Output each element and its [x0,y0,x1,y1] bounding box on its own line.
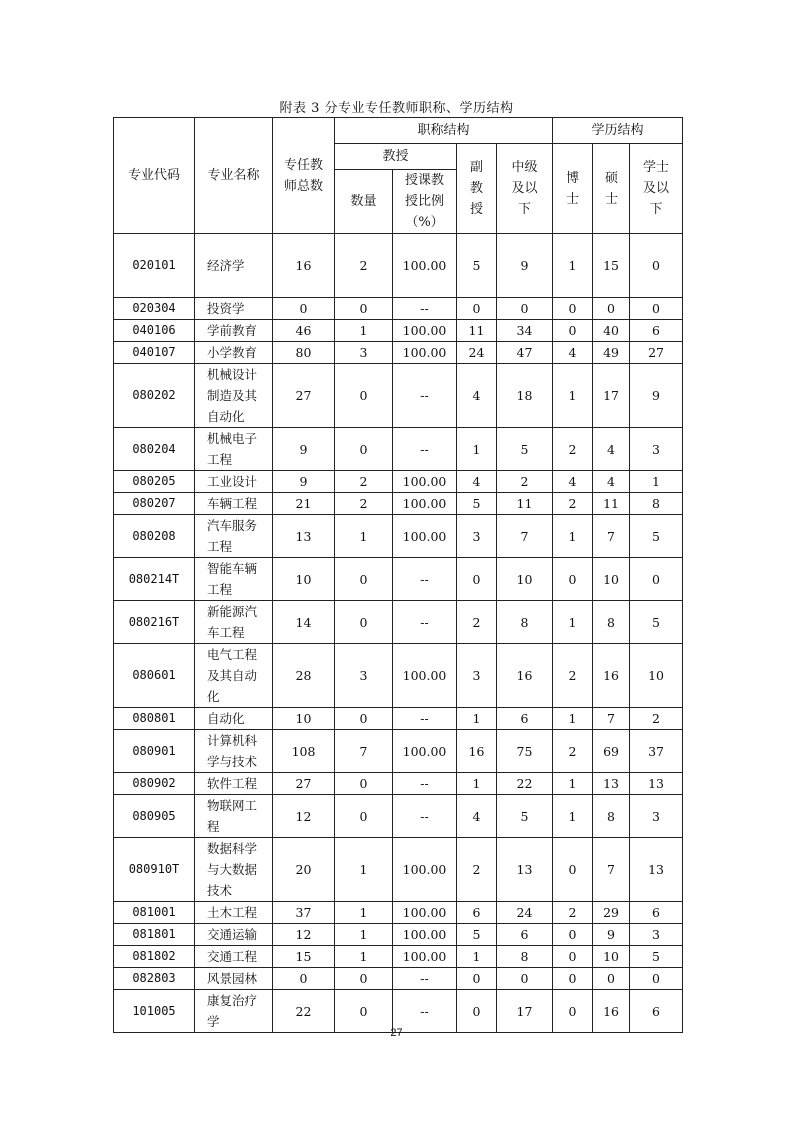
master-cell: 10 [593,558,630,601]
doctor-cell: 0 [553,838,593,902]
mid-below-cell: 11 [497,493,553,515]
bachelor-below-cell: 5 [630,946,683,968]
mid-below-cell: 6 [497,924,553,946]
associate-cell: 0 [457,968,497,990]
associate-cell: 1 [457,946,497,968]
prof-count-cell: 0 [335,364,393,428]
doctor-cell: 0 [553,946,593,968]
header-name: 专业名称 [195,118,273,234]
code-cell: 080208 [114,515,195,558]
mid-below-cell: 47 [497,342,553,364]
master-cell: 13 [593,773,630,795]
prof-count-cell: 0 [335,968,393,990]
bachelor-below-cell: 3 [630,428,683,471]
code-cell: 080905 [114,795,195,838]
master-cell: 17 [593,364,630,428]
prof-count-cell: 1 [335,320,393,342]
prof-ratio-cell: -- [393,795,457,838]
prof-ratio-cell: 100.00 [393,902,457,924]
prof-count-cell: 1 [335,902,393,924]
code-cell: 080801 [114,708,195,730]
code-cell: 080601 [114,644,195,708]
total-cell: 12 [273,924,335,946]
prof-ratio-cell: 100.00 [393,838,457,902]
prof-count-cell: 0 [335,990,393,1033]
table-row [114,773,683,795]
header-prof-count: 数量 [335,170,393,234]
code-cell: 080202 [114,364,195,428]
header-professor: 教授 [335,144,457,170]
table-row [114,838,683,902]
table-row [114,708,683,730]
prof-count-cell: 0 [335,773,393,795]
master-cell: 0 [593,968,630,990]
bachelor-below-cell: 10 [630,644,683,708]
table-row [114,946,683,968]
bachelor-below-cell: 6 [630,902,683,924]
prof-ratio-cell: -- [393,601,457,644]
prof-ratio-cell: -- [393,968,457,990]
total-cell: 9 [273,428,335,471]
prof-ratio-cell: -- [393,364,457,428]
doctor-cell: 4 [553,471,593,493]
code-cell: 020304 [114,298,195,320]
code-cell: 080204 [114,428,195,471]
bachelor-below-cell: 0 [630,968,683,990]
code-cell: 080902 [114,773,195,795]
prof-count-cell: 0 [335,601,393,644]
name-cell: 学前教育 [195,320,273,342]
code-cell: 080205 [114,471,195,493]
doctor-cell: 2 [553,644,593,708]
associate-cell: 5 [457,493,497,515]
code-cell: 081801 [114,924,195,946]
bachelor-below-cell: 6 [630,320,683,342]
prof-ratio-cell: 100.00 [393,342,457,364]
header-code: 专业代码 [114,118,195,234]
bachelor-below-cell: 2 [630,708,683,730]
total-cell: 0 [273,968,335,990]
mid-below-cell: 8 [497,601,553,644]
header-doctor: 博士 [553,144,593,234]
name-cell: 风景园林 [195,968,273,990]
doctor-cell: 1 [553,708,593,730]
table-row [114,644,683,708]
master-cell: 10 [593,946,630,968]
code-cell: 080214T [114,558,195,601]
prof-count-cell: 1 [335,924,393,946]
bachelor-below-cell: 0 [630,558,683,601]
prof-ratio-cell: 100.00 [393,946,457,968]
doctor-cell: 2 [553,730,593,773]
doctor-cell: 2 [553,902,593,924]
associate-cell: 3 [457,515,497,558]
prof-count-cell: 2 [335,471,393,493]
total-cell: 46 [273,320,335,342]
prof-ratio-cell: -- [393,708,457,730]
table-row [114,320,683,342]
name-cell: 交通工程 [195,946,273,968]
master-cell: 15 [593,234,630,298]
associate-cell: 2 [457,838,497,902]
table-row [114,795,683,838]
mid-below-cell: 16 [497,644,553,708]
mid-below-cell: 5 [497,428,553,471]
table-row [114,342,683,364]
code-cell: 081001 [114,902,195,924]
associate-cell: 4 [457,795,497,838]
code-cell: 080207 [114,493,195,515]
master-cell: 7 [593,515,630,558]
prof-ratio-cell: 100.00 [393,234,457,298]
prof-ratio-cell: -- [393,298,457,320]
total-cell: 37 [273,902,335,924]
header-associate: 副教授 [457,144,497,234]
associate-cell: 0 [457,990,497,1033]
bachelor-below-cell: 5 [630,515,683,558]
prof-count-cell: 3 [335,644,393,708]
prof-count-cell: 0 [335,558,393,601]
total-cell: 13 [273,515,335,558]
prof-count-cell: 2 [335,234,393,298]
master-cell: 7 [593,708,630,730]
total-cell: 9 [273,471,335,493]
prof-ratio-cell: 100.00 [393,730,457,773]
mid-below-cell: 5 [497,795,553,838]
bachelor-below-cell: 8 [630,493,683,515]
bachelor-below-cell: 27 [630,342,683,364]
name-cell: 软件工程 [195,773,273,795]
doctor-cell: 2 [553,493,593,515]
total-cell: 0 [273,298,335,320]
bachelor-below-cell: 5 [630,601,683,644]
table-row [114,493,683,515]
name-cell: 数据科学与大数据技术 [195,838,273,902]
mid-below-cell: 7 [497,515,553,558]
name-cell: 自动化 [195,708,273,730]
table-row [114,730,683,773]
prof-count-cell: 1 [335,946,393,968]
mid-below-cell: 0 [497,298,553,320]
master-cell: 0 [593,298,630,320]
associate-cell: 6 [457,902,497,924]
prof-count-cell: 0 [335,795,393,838]
name-cell: 机械电子工程 [195,428,273,471]
name-cell: 经济学 [195,234,273,298]
name-cell: 工业设计 [195,471,273,493]
master-cell: 29 [593,902,630,924]
prof-ratio-cell: 100.00 [393,924,457,946]
code-cell: 080910T [114,838,195,902]
code-cell: 101005 [114,990,195,1033]
prof-count-cell: 2 [335,493,393,515]
master-cell: 7 [593,838,630,902]
total-cell: 14 [273,601,335,644]
bachelor-below-cell: 37 [630,730,683,773]
mid-below-cell: 22 [497,773,553,795]
master-cell: 9 [593,924,630,946]
master-cell: 8 [593,795,630,838]
name-cell: 电气工程及其自动化 [195,644,273,708]
name-cell: 康复治疗学 [195,990,273,1033]
code-cell: 020101 [114,234,195,298]
master-cell: 69 [593,730,630,773]
master-cell: 16 [593,644,630,708]
name-cell: 智能车辆工程 [195,558,273,601]
total-cell: 27 [273,364,335,428]
code-cell: 080216T [114,601,195,644]
prof-ratio-cell: 100.00 [393,493,457,515]
prof-count-cell: 0 [335,298,393,320]
associate-cell: 4 [457,471,497,493]
doctor-cell: 1 [553,773,593,795]
table-caption: 附表 3 分专业专任教师职称、学历结构 [279,101,514,116]
total-cell: 16 [273,234,335,298]
bachelor-below-cell: 3 [630,795,683,838]
header-title-structure: 职称结构 [335,118,553,144]
table-row [114,558,683,601]
doctor-cell: 1 [553,234,593,298]
associate-cell: 1 [457,428,497,471]
doctor-cell: 1 [553,795,593,838]
faculty-structure-table [113,117,683,1033]
doctor-cell: 2 [553,428,593,471]
code-cell: 080901 [114,730,195,773]
mid-below-cell: 13 [497,838,553,902]
mid-below-cell: 10 [497,558,553,601]
mid-below-cell: 8 [497,946,553,968]
bachelor-below-cell: 9 [630,364,683,428]
header-degree-structure: 学历结构 [553,118,683,144]
table-row [114,601,683,644]
associate-cell: 4 [457,364,497,428]
page-number: 27 [390,1027,403,1039]
name-cell: 小学教育 [195,342,273,364]
master-cell: 4 [593,471,630,493]
code-cell: 082803 [114,968,195,990]
mid-below-cell: 9 [497,234,553,298]
prof-count-cell: 0 [335,708,393,730]
prof-ratio-cell: 100.00 [393,644,457,708]
name-cell: 车辆工程 [195,493,273,515]
name-cell: 汽车服务工程 [195,515,273,558]
total-cell: 22 [273,990,335,1033]
mid-below-cell: 0 [497,968,553,990]
total-cell: 28 [273,644,335,708]
prof-ratio-cell: -- [393,428,457,471]
table-row [114,298,683,320]
prof-count-cell: 0 [335,428,393,471]
associate-cell: 11 [457,320,497,342]
table-row [114,234,683,298]
prof-ratio-cell: -- [393,558,457,601]
total-cell: 21 [273,493,335,515]
header-total: 专任教师总数 [273,118,335,234]
prof-ratio-cell: -- [393,990,457,1033]
total-cell: 27 [273,773,335,795]
prof-ratio-cell: -- [393,773,457,795]
table-row [114,968,683,990]
total-cell: 15 [273,946,335,968]
mid-below-cell: 18 [497,364,553,428]
name-cell: 物联网工程 [195,795,273,838]
bachelor-below-cell: 6 [630,990,683,1033]
header-prof-ratio: 授课教授比例（%） [393,170,457,234]
prof-ratio-cell: 100.00 [393,515,457,558]
doctor-cell: 0 [553,990,593,1033]
table-row [114,924,683,946]
code-cell: 081802 [114,946,195,968]
associate-cell: 0 [457,298,497,320]
bachelor-below-cell: 0 [630,234,683,298]
prof-count-cell: 3 [335,342,393,364]
mid-below-cell: 75 [497,730,553,773]
master-cell: 8 [593,601,630,644]
name-cell: 投资学 [195,298,273,320]
master-cell: 11 [593,493,630,515]
associate-cell: 1 [457,773,497,795]
associate-cell: 5 [457,924,497,946]
name-cell: 计算机科学与技术 [195,730,273,773]
table-row [114,364,683,428]
table-row [114,428,683,471]
mid-below-cell: 34 [497,320,553,342]
bachelor-below-cell: 0 [630,298,683,320]
mid-below-cell: 6 [497,708,553,730]
mid-below-cell: 2 [497,471,553,493]
code-cell: 040106 [114,320,195,342]
associate-cell: 2 [457,601,497,644]
name-cell: 土木工程 [195,902,273,924]
master-cell: 49 [593,342,630,364]
prof-count-cell: 1 [335,515,393,558]
master-cell: 4 [593,428,630,471]
doctor-cell: 1 [553,364,593,428]
mid-below-cell: 17 [497,990,553,1033]
bachelor-below-cell: 13 [630,838,683,902]
bachelor-below-cell: 13 [630,773,683,795]
total-cell: 10 [273,708,335,730]
doctor-cell: 0 [553,298,593,320]
total-cell: 108 [273,730,335,773]
doctor-cell: 0 [553,558,593,601]
header-mid-below: 中级及以下 [497,144,553,234]
total-cell: 20 [273,838,335,902]
header-master: 硕士 [593,144,630,234]
header-bachelor-below: 学士及以下 [630,144,683,234]
table-row [114,471,683,493]
bachelor-below-cell: 1 [630,471,683,493]
total-cell: 80 [273,342,335,364]
associate-cell: 3 [457,644,497,708]
associate-cell: 1 [457,708,497,730]
associate-cell: 16 [457,730,497,773]
doctor-cell: 0 [553,968,593,990]
doctor-cell: 0 [553,320,593,342]
master-cell: 40 [593,320,630,342]
table-row [114,902,683,924]
prof-ratio-cell: 100.00 [393,320,457,342]
prof-count-cell: 7 [335,730,393,773]
name-cell: 交通运输 [195,924,273,946]
associate-cell: 0 [457,558,497,601]
name-cell: 新能源汽车工程 [195,601,273,644]
table-row [114,515,683,558]
total-cell: 10 [273,558,335,601]
associate-cell: 5 [457,234,497,298]
mid-below-cell: 24 [497,902,553,924]
doctor-cell: 0 [553,924,593,946]
bachelor-below-cell: 3 [630,924,683,946]
associate-cell: 24 [457,342,497,364]
master-cell: 16 [593,990,630,1033]
code-cell: 040107 [114,342,195,364]
name-cell: 机械设计制造及其自动化 [195,364,273,428]
table-body [114,234,683,1033]
doctor-cell: 1 [553,515,593,558]
doctor-cell: 4 [553,342,593,364]
total-cell: 12 [273,795,335,838]
doctor-cell: 1 [553,601,593,644]
prof-ratio-cell: 100.00 [393,471,457,493]
prof-count-cell: 1 [335,838,393,902]
